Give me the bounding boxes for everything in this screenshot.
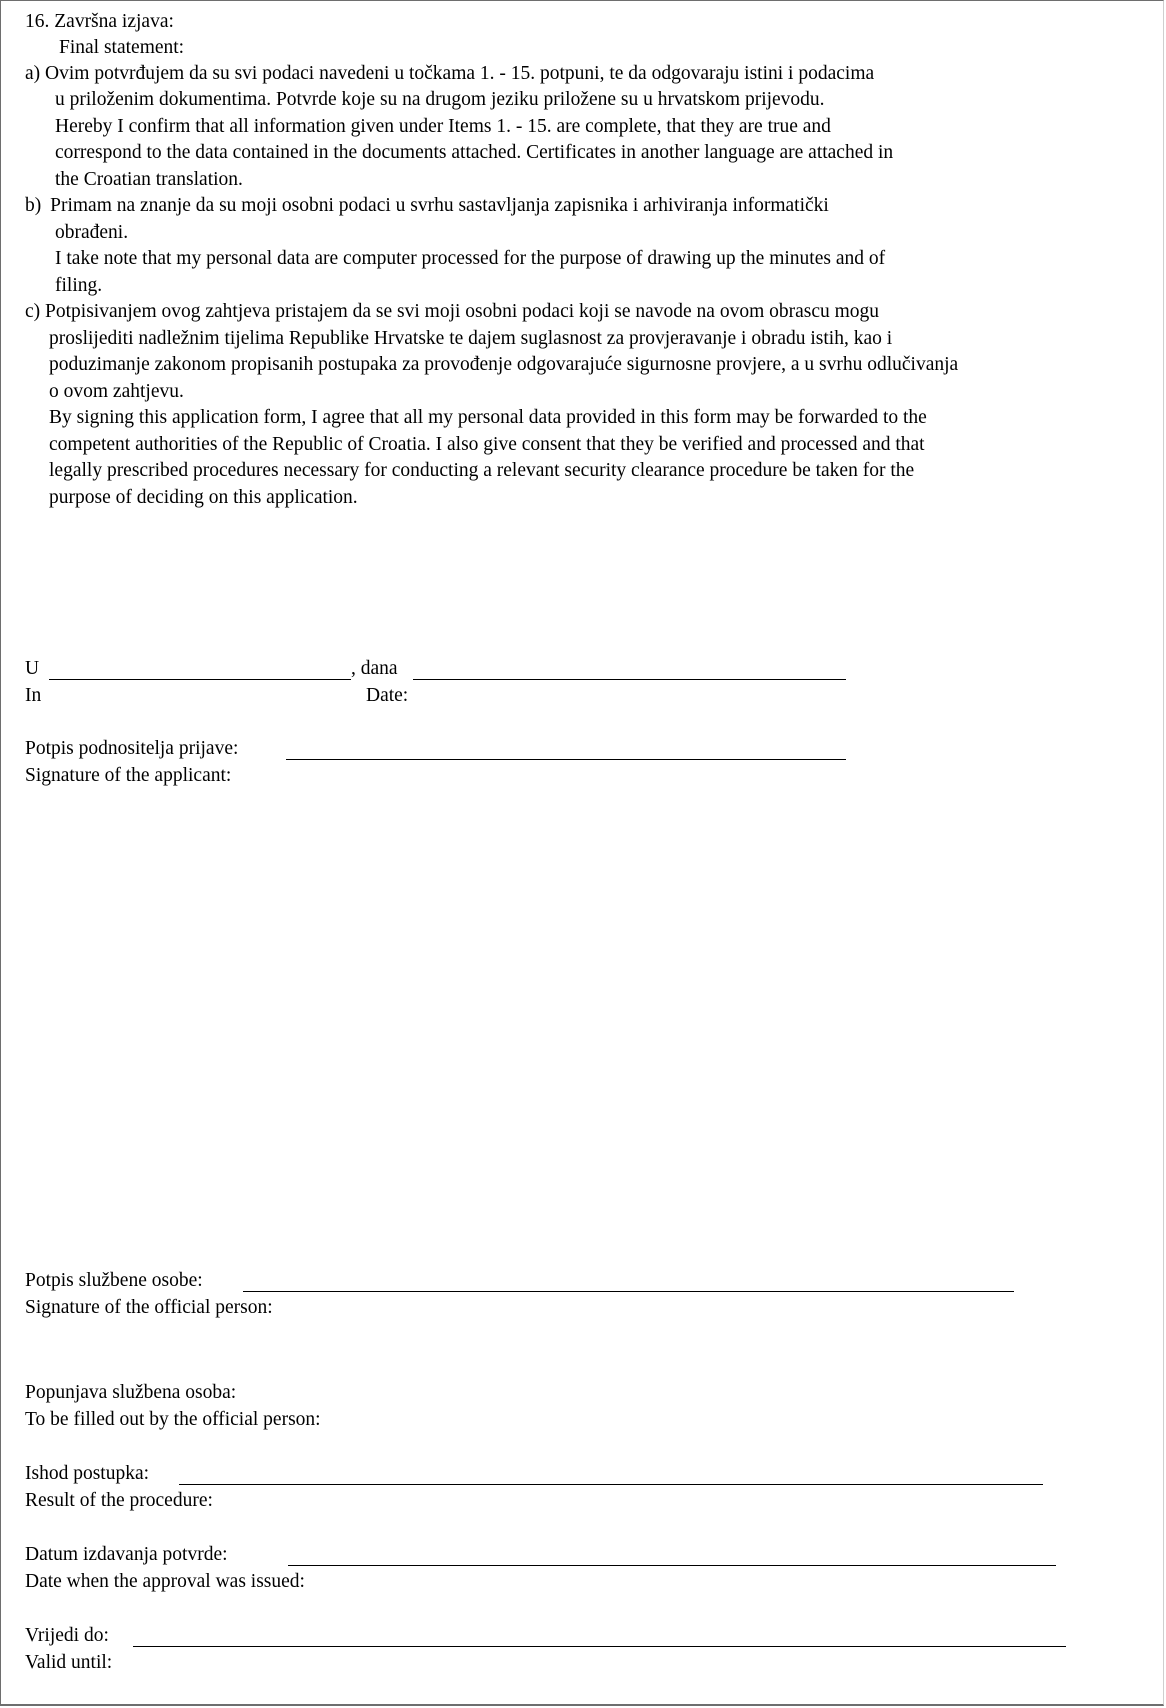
place-label-hr: U <box>25 658 40 679</box>
statement-c-line: proslijediti nadležnim tijelima Republike Hrvatske te dajem suglasnost za provjeravanje i obradu istih, kao i <box>49 328 893 349</box>
date-field[interactable] <box>413 658 846 680</box>
date-label-hr: , dana <box>351 658 398 679</box>
result-field[interactable] <box>179 1463 1043 1485</box>
statement-c-marker: c) <box>25 301 41 322</box>
official-section-label-en: To be filled out by the official person: <box>25 1409 321 1430</box>
issue-date-label-en: Date when the approval was issued: <box>25 1571 305 1592</box>
statement-a-line: u priloženim dokumentima. Potvrde koje su na drugom jeziku priložene su u hrvatskom prijevodu. <box>55 89 825 110</box>
place-field[interactable] <box>49 658 351 680</box>
statement-c-line: c) Potpisivanjem ovog zahtjeva pristajem da se svi moji osobni podaci koji se navode na ovom obrascu mogu <box>25 301 880 322</box>
statement-b-line: I take note that my personal data are computer processed for the purpose of drawing up the minutes and of <box>55 248 886 269</box>
section-heading <box>25 11 174 33</box>
section-number: 16. <box>25 11 50 32</box>
statement-c-line: competent authorities of the Republic of Croatia. I also give consent that they be verified and processed and that <box>49 434 925 455</box>
official-signature-label-en: Signature of the official person: <box>25 1297 273 1318</box>
statement-a-line: correspond to the data contained in the documents attached. Certificates in another language are attached in <box>55 142 894 163</box>
official-signature-label-hr: Potpis službene osobe: <box>25 1270 203 1291</box>
statement-b-line: obrađeni. <box>55 222 129 243</box>
statement-a-marker: a) <box>25 63 41 84</box>
result-label-hr: Ishod postupka: <box>25 1463 150 1484</box>
official-section-label-hr: Popunjava službena osoba: <box>25 1382 237 1403</box>
statement-c-line: o ovom zahtjevu. <box>49 381 184 402</box>
statement-a-line: a) Ovim potvrđujem da su svi podaci navedeni u točkama 1. - 15. potpuni, te da odgovaraju istini i podacima <box>25 63 875 84</box>
place-label-en: In <box>25 685 42 706</box>
valid-until-field[interactable] <box>133 1625 1066 1647</box>
issue-date-field[interactable] <box>288 1544 1056 1566</box>
valid-until-label-en: Valid until: <box>25 1652 113 1673</box>
date-label-en: Date: <box>366 685 409 706</box>
applicant-signature-label-en: Signature of the applicant: <box>25 765 232 786</box>
official-signature-field[interactable] <box>243 1270 1014 1292</box>
section-title-en: Final statement: <box>59 37 185 58</box>
valid-until-label-hr: Vrijedi do: <box>25 1625 109 1646</box>
statement-c-line: purpose of deciding on this application. <box>49 487 358 508</box>
statement-c-line: By signing this application form, I agree that all my personal data provided in this form may be forwarded to the <box>49 407 927 428</box>
statement-a-line: the Croatian translation. <box>55 169 243 190</box>
statement-a-line: Hereby I confirm that all information given under Items 1. - 15. are complete, that they are true and <box>55 116 831 137</box>
statement-b-line: filing. <box>55 275 103 296</box>
section-title-hr: Završna izjava: <box>54 11 174 32</box>
statement-b-line: b) Primam na znanje da su moji osobni podaci u svrhu sastavljanja zapisnika i arhiviranja informatički <box>25 195 829 216</box>
result-label-en: Result of the procedure: <box>25 1490 213 1511</box>
applicant-signature-field[interactable] <box>286 738 846 760</box>
statement-c-line: poduzimanje zakonom propisanih postupaka za provođenje odgovarajuće sigurnosne provjere, a u svrhu odlučivanja <box>49 354 959 375</box>
applicant-signature-label-hr: Potpis podnositelja prijave: <box>25 738 239 759</box>
statement-c-line: legally prescribed procedures necessary for conducting a relevant security clearance procedure be taken for the <box>49 460 915 481</box>
issue-date-label-hr: Datum izdavanja potvrde: <box>25 1544 228 1565</box>
statement-b-marker: b) <box>25 195 42 216</box>
